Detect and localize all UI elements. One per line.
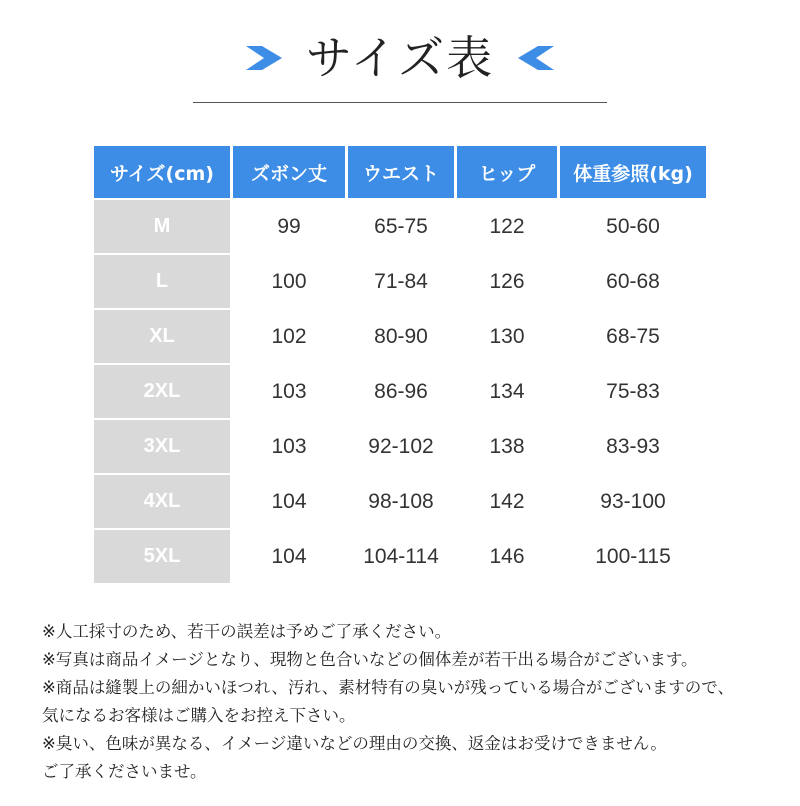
waist-cell: 92-102 [368, 434, 434, 458]
weight-cell: 100-115 [595, 544, 671, 568]
header-size: サイズ(cm) [94, 146, 230, 198]
pants-length-cell: 102 [271, 324, 307, 348]
hip-cell: 146 [489, 544, 525, 568]
weight-cell: 60-68 [606, 269, 660, 293]
page-title: サイズ表 [305, 31, 495, 85]
size-cell: 2XL [94, 365, 230, 418]
chevron-right-icon [244, 45, 284, 71]
table-row [94, 530, 706, 583]
size-cell: L [94, 255, 230, 308]
hip-cell: 138 [489, 434, 525, 458]
weight-cell: 83-93 [606, 434, 660, 458]
title-divider [193, 102, 607, 103]
header-pants-length: ズボン丈 [233, 146, 345, 198]
hip-cell: 130 [489, 324, 525, 348]
waist-cell: 71-84 [374, 269, 428, 293]
pants-length-cell: 103 [271, 434, 307, 458]
pants-length-cell: 100 [271, 269, 307, 293]
waist-cell: 98-108 [368, 489, 434, 513]
note-line: 気になるお客様はご購入をお控え下さい。 [42, 706, 356, 725]
table-row [94, 475, 706, 528]
table-row [94, 420, 706, 473]
pants-length-cell: 99 [277, 214, 301, 238]
note-line: ※人工採寸のため、若干の誤差は予めご了承ください。 [42, 622, 452, 641]
note-line: ※臭い、色味が異なる、イメージ違いなどの理由の交換、返金はお受けできません。 [42, 734, 667, 753]
note-line: ご了承くださいませ。 [42, 762, 207, 781]
waist-cell: 104-114 [363, 544, 439, 568]
hip-cell: 142 [489, 489, 525, 513]
header-hip: ヒップ [457, 146, 557, 198]
size-cell: 3XL [94, 420, 230, 473]
hip-cell: 134 [489, 379, 525, 403]
weight-cell: 68-75 [606, 324, 660, 348]
table-row [94, 310, 706, 363]
weight-cell: 50-60 [606, 214, 660, 238]
weight-cell: 75-83 [606, 379, 660, 403]
header-waist: ウエスト [348, 146, 454, 198]
waist-cell: 86-96 [374, 379, 428, 403]
hip-cell: 126 [489, 269, 525, 293]
weight-cell: 93-100 [600, 489, 666, 513]
chevron-left-icon [516, 45, 556, 71]
table-row [94, 255, 706, 308]
title-row [0, 28, 800, 88]
note-line: ※商品は縫製上の細かいほつれ、汚れ、素材特有の臭いが残っている場合がございますので、 [42, 678, 734, 697]
hip-cell: 122 [489, 214, 525, 238]
pants-length-cell: 104 [271, 489, 307, 513]
table-header-row [94, 146, 706, 198]
size-cell: 4XL [94, 475, 230, 528]
size-cell: XL [94, 310, 230, 363]
pants-length-cell: 103 [271, 379, 307, 403]
header-weight: 体重参照(kg) [560, 146, 706, 198]
size-cell: 5XL [94, 530, 230, 583]
size-table [91, 144, 709, 585]
waist-cell: 80-90 [374, 324, 428, 348]
notes-section [42, 618, 782, 786]
note-line: ※写真は商品イメージとなり、現物と色合いなどの個体差が若干出る場合がございます。 [42, 650, 698, 669]
table-row [94, 365, 706, 418]
pants-length-cell: 104 [271, 544, 307, 568]
size-cell: M [94, 200, 230, 253]
table-row [94, 200, 706, 253]
waist-cell: 65-75 [374, 214, 428, 238]
